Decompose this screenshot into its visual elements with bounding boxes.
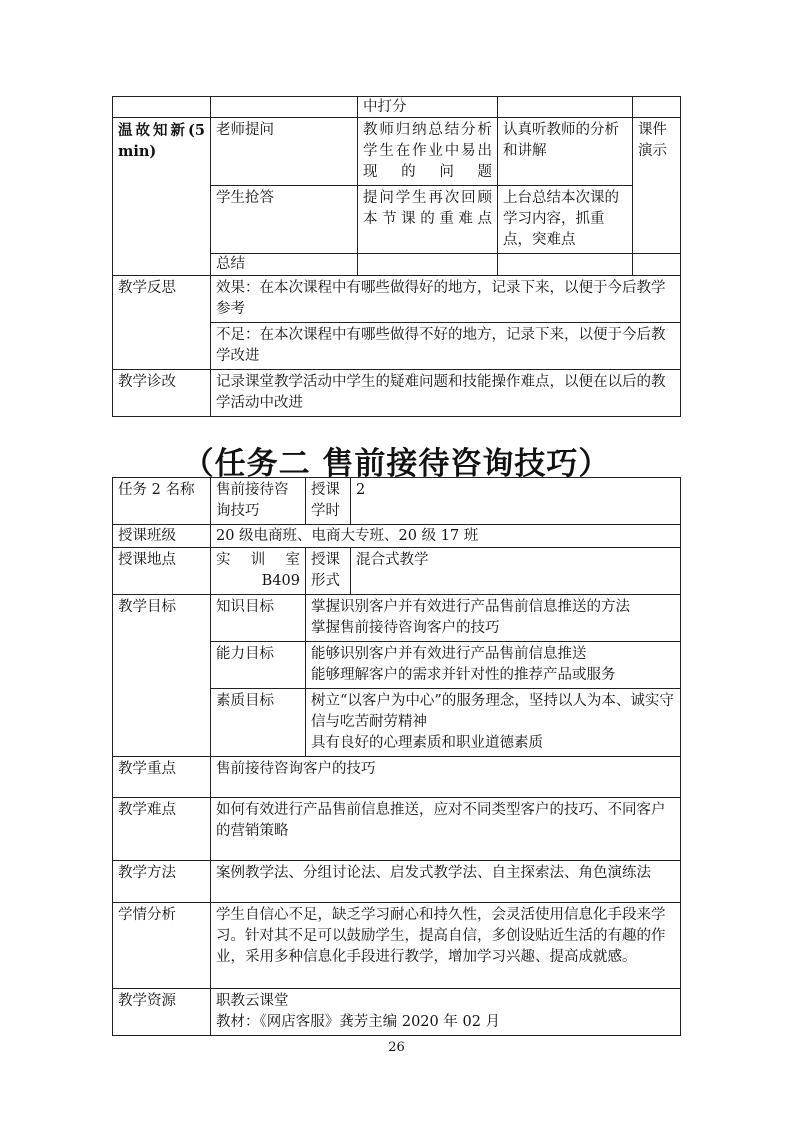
ability-goal-items [306, 642, 681, 689]
summary-step: 总结 [211, 254, 358, 276]
task-name-value: 售前接待咨询技巧 [211, 478, 306, 525]
place-value-code: B409 [261, 573, 300, 589]
cell-empty [113, 97, 211, 118]
reflection-label: 教学反思 [113, 276, 211, 370]
method-value: 案例教学法、分组讨论法、启发式教学法、自主探索法、角色演练法 [211, 861, 681, 903]
ability-goal-item: 能够识别客户并有效进行产品售前信息推送 [311, 646, 587, 662]
teacher-question-student-activity: 认真听教师的分析和讲解 [498, 118, 633, 186]
review-section-label: 温故知新(5min) [113, 118, 211, 276]
difficulty-value: 如何有效进行产品售前信息推送，应对不同类型客户的技巧、不同客户的营销策略 [211, 798, 681, 861]
quality-goal-label: 素质目标 [211, 689, 306, 757]
page-number: 26 [388, 1040, 405, 1055]
resource-items [211, 989, 681, 1036]
cell-empty [498, 254, 633, 276]
cell-empty [633, 97, 681, 118]
analysis-value: 学生自信心不足，缺乏学习耐心和持久性，会灵活使用信息化手段来学习。针对其不足可以鼓励学生，提高自信，多创设贴近生活的有趣的作业，采用多种信息化手段进行教学，增加学习兴趣、提高成就感。 [211, 903, 681, 989]
class-value: 20 级电商班、电商大专班、20 级 17 班 [211, 525, 681, 548]
form-value: 混合式教学 [351, 548, 681, 595]
method-label: 教学方法 [113, 861, 211, 903]
key-point-value: 售前接待咨询客户的技巧 [211, 757, 681, 798]
difficulty-label: 教学难点 [113, 798, 211, 861]
place-value [211, 548, 306, 595]
review-resource: 课件演示 [633, 118, 681, 254]
cell-empty [211, 97, 358, 118]
diagnosis-label: 教学诊改 [113, 370, 211, 417]
hours-label: 授课学时 [306, 478, 351, 525]
task2-info-table [112, 477, 681, 1036]
form-label: 授课形式 [306, 548, 351, 595]
teacher-question-step: 老师提问 [211, 118, 358, 186]
student-answer-step: 学生抢答 [211, 186, 358, 254]
knowledge-goal-label: 知识目标 [211, 595, 306, 642]
knowledge-goal-item: 掌握识别客户并有效进行产品售前信息推送的方法 [311, 599, 630, 615]
diagnosis-text: 记录课堂教学活动中学生的疑难问题和技能操作难点，以便在以后的教学活动中改进 [211, 370, 681, 417]
place-value-room: 实 训 室 [216, 552, 300, 568]
reflection-bad: 不足：在本次课程中有哪些做得不好的地方，记录下来，以便于今后教学改进 [211, 323, 681, 370]
teacher-question-activity: 教师归纳总结分析学生在作业中易出现的问题 [358, 118, 498, 186]
student-answer-activity: 提问学生再次回顾本节课的重难点 [358, 186, 498, 254]
knowledge-goal-item: 掌握售前接待咨询客户的技巧 [311, 620, 500, 636]
analysis-label: 学情分析 [113, 903, 211, 989]
ability-goal-item: 能够理解客户的需求并针对性的推荐产品或服务 [311, 667, 616, 683]
cell-empty [358, 254, 498, 276]
quality-goal-item: 具有良好的心理素质和职业道德素质 [311, 735, 543, 751]
resource-item: 职教云课堂 [216, 993, 289, 1009]
resource-item: 教材：《网店客服》龚芳主编 2020 年 02 月 [216, 1014, 501, 1030]
ability-goal-label: 能力目标 [211, 642, 306, 689]
cell-scoring: 中打分 [358, 97, 498, 118]
key-point-label: 教学重点 [113, 757, 211, 798]
reflection-good: 效果：在本次课程中有哪些做得好的地方，记录下来，以便于今后教学参考 [211, 276, 681, 323]
quality-goal-items [306, 689, 681, 757]
goal-label: 教学目标 [113, 595, 211, 757]
task-heading: （任务二 售前接待咨询技巧） [182, 446, 611, 482]
student-answer-student-activity: 上台总结本次课的学习内容，抓重点，突难点 [498, 186, 633, 254]
resource-label: 教学资源 [113, 989, 211, 1036]
hours-value: 2 [351, 478, 681, 525]
cell-empty [633, 254, 681, 276]
quality-goal-item: 树立“以客户为中心”的服务理念，坚持以人为本、诚实守信与吃苦耐劳精神 [311, 693, 674, 730]
cell-empty [498, 97, 633, 118]
task-name-label: 任务 2 名称 [113, 478, 211, 525]
place-label: 授课地点 [113, 548, 211, 595]
lesson-plan-table-continued [112, 96, 681, 417]
class-label: 授课班级 [113, 525, 211, 548]
knowledge-goal-items [306, 595, 681, 642]
